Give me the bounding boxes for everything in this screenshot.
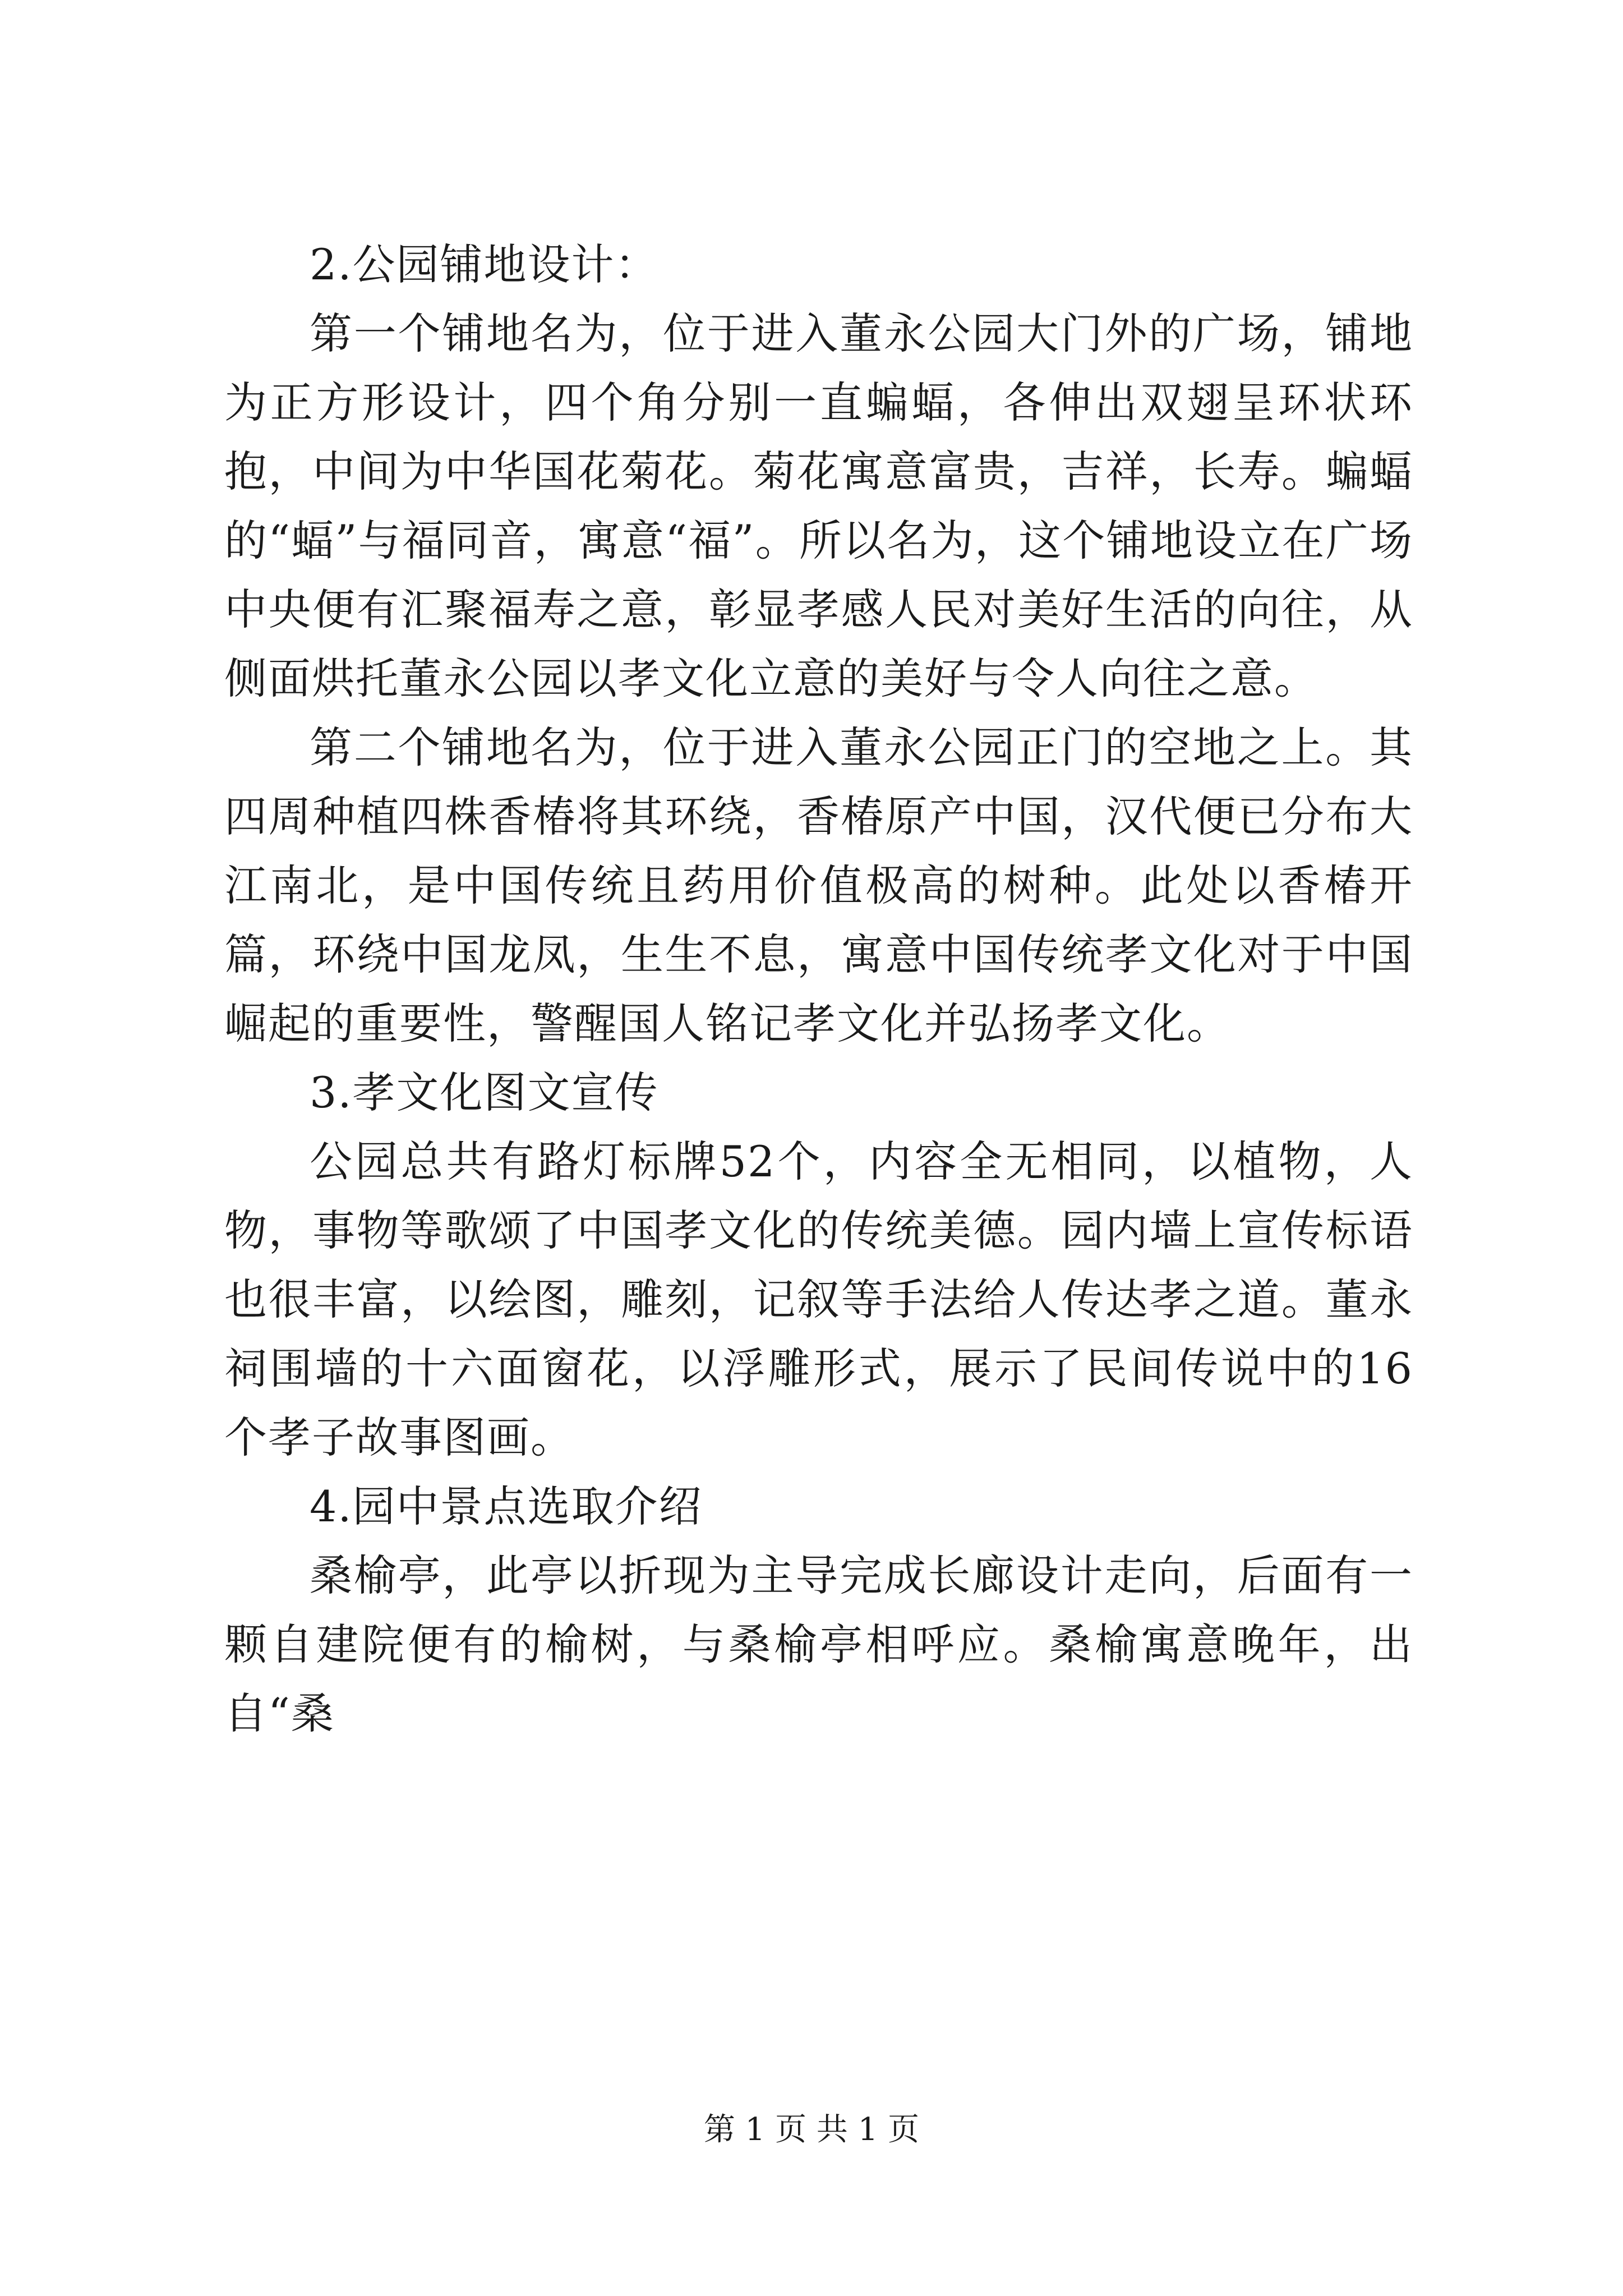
section-heading-paving: 2.公园铺地设计：	[310, 240, 659, 289]
paragraph-first-paving: 第一个铺地名为，位于进入董永公园大门外的广场，铺地为正方形设计，四个角分别一直蝙蝠，各伸出双翅呈环状环抱，中间为中华国花菊花。菊花寓意富贵，吉祥，长寿。蝙蝠的“蝠”与福同音，寓意“福”。所以名为，这个铺地设立在广场中央便有汇聚福寿之意，彰显孝感人民对美好生活的向往，从侧面烘托董永公园以孝文化立意的美好与令人向往之意。	[224, 309, 1413, 703]
page-footer: 第 1 页 共 1 页	[703, 2111, 920, 2148]
section-heading-scenic-spots: 4.园中景点选取介绍	[310, 1481, 703, 1531]
section-heading-publicity: 3.孝文化图文宣传	[310, 1068, 659, 1117]
paragraph-sangyu-pavilion: 桑榆亭，此亭以折现为主导完成长廊设计走向，后面有一颗自建院便有的榆树，与桑榆亭相呼应。桑榆寓意晚年，出自“桑	[224, 1550, 1413, 1738]
paragraph-second-paving: 第二个铺地名为，位于进入董永公园正门的空地之上。其四周种植四株香椿将其环绕，香椿原产中国，汉代便已分布大江南北，是中国传统且药用价值极高的树种。此处以香椿开篇，环绕中国龙凤，生生不息，寓意中国传统孝文化对于中国崛起的重要性，警醒国人铭记孝文化并弘扬孝文化。	[224, 723, 1413, 1048]
paragraph-publicity: 公园总共有路灯标牌52个，内容全无相同，以植物，人物，事物等歌颂了中国孝文化的传统美德。园内墙上宣传标语也很丰富，以绘图，雕刻，记叙等手法给人传达孝之道。董永祠围墙的十六面窗花，以浮雕形式，展示了民间传说中的16个孝子故事图画。	[224, 1137, 1413, 1462]
document-body	[224, 230, 1413, 1748]
